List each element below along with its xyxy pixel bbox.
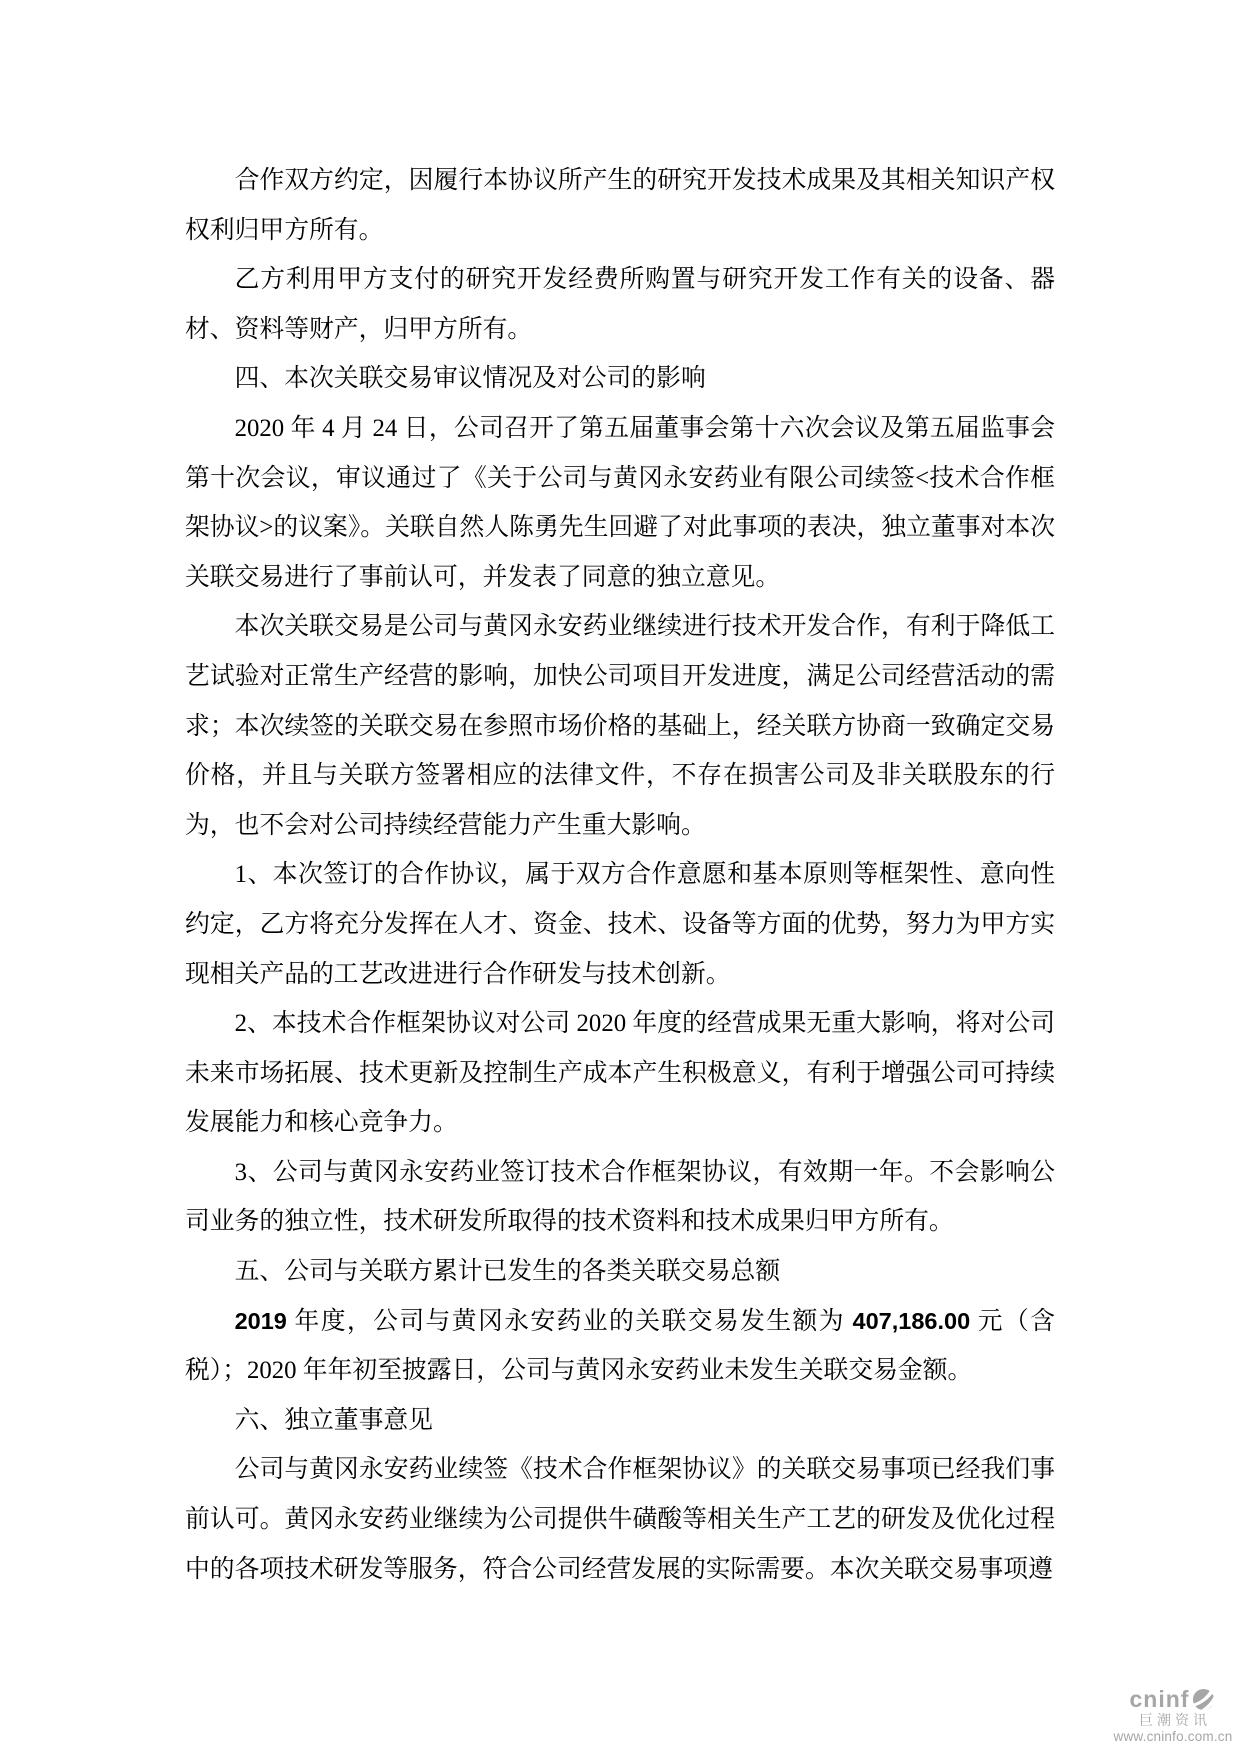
cninfo-logo-text: cninf (1129, 1686, 1190, 1713)
document-body (185, 156, 1055, 1594)
amount-value-bold: 407,186.00 (852, 1307, 971, 1334)
paragraph-point-2: 2、本技术合作框架协议对公司 2020 年度的经营成果无重大影响，将对公司未来市场拓展、技术更新及控制生产成本产生积极意义，有利于增强公司可持续发展能力和核心竞争力。 (185, 1010, 1055, 1137)
section-heading-5: 五、公司与关联方累计已发生的各类关联交易总额 (234, 1258, 781, 1286)
paragraph-independent-directors: 公司与黄冈永安药业续签《技术合作框架协议》的关联交易事项已经我们事前认可。黄冈永安药业继续为公司提供牛磺酸等相关生产工艺的研发及优化过程中的各项技术研发等服务，符合公司经营发展的实际需要。本次关联交易事项遵 (185, 1456, 1055, 1583)
cninfo-watermark (1109, 1687, 1237, 1744)
paragraph-equipment-ownership: 乙方利用甲方支付的研究开发经费所购置与研究开发工作有关的设备、器材、资料等财产，归甲方所有。 (185, 266, 1055, 343)
amount-text-run: 年度，公司与黄冈永安药业的关联交易发生额为 (286, 1307, 853, 1335)
paragraph-transaction-impact: 本次关联交易是公司与黄冈永安药业继续进行技术开发合作，有利于降低工艺试验对正常生产经营的影响，加快公司项目开发进度，满足公司经营活动的需求；本次续签的关联交易在参照市场价格的基础上，经关联方协商一致确定交易价格，并且与关联方签署相应的法律文件，不存在损害公司及非关联股东的行为，也不会对公司持续经营能力产生重大影响。 (185, 613, 1055, 839)
paragraph-ip-ownership: 合作双方约定，因履行本协议所产生的研究开发技术成果及其相关知识产权权利归甲方所有。 (185, 167, 1055, 244)
paragraph-board-meeting: 2020 年 4 月 24 日，公司召开了第五届董事会第十六次会议及第五届监事会第十次会议，审议通过了《关于公司与黄冈永安药业有限公司续签<技术合作框架协议>的议案》。关联自然人陈勇先生回避了对此事项的表决，独立董事对本次关联交易进行了事前认可，并发表了同意的独立意见。 (185, 414, 1055, 591)
cninfo-chinese-name: 巨潮资讯 (1139, 1712, 1211, 1729)
paragraph-point-1: 1、本次签订的合作协议，属于双方合作意愿和基本原则等框架性、意向性约定，乙方将充分发挥在人才、资金、技术、设备等方面的优势，努力为甲方实现相关产品的工艺改进进行合作研发与技术创新。 (185, 861, 1055, 988)
paragraph-transaction-amount (185, 1297, 1055, 1396)
amount-year-bold: 2019 (234, 1307, 287, 1334)
cninfo-logo-row (1130, 1687, 1217, 1712)
cninfo-globe-icon (1191, 1687, 1216, 1712)
amount-text-run-end: 元（含税）；2020 年年初至披露日，公司与黄冈永安药业未发生关联交易金额。 (185, 1307, 1056, 1385)
cninfo-website-url: www.cninfo.com.cn (1113, 1728, 1233, 1744)
paragraph-point-3: 3、公司与黄冈永安药业签订技术合作框架协议，有效期一年。不会影响公司业务的独立性，技术研发所取得的技术资料和技术成果归甲方所有。 (185, 1158, 1055, 1236)
section-heading-6: 六、独立董事意见 (234, 1406, 433, 1434)
section-heading-4: 四、本次关联交易审议情况及对公司的影响 (234, 365, 706, 393)
